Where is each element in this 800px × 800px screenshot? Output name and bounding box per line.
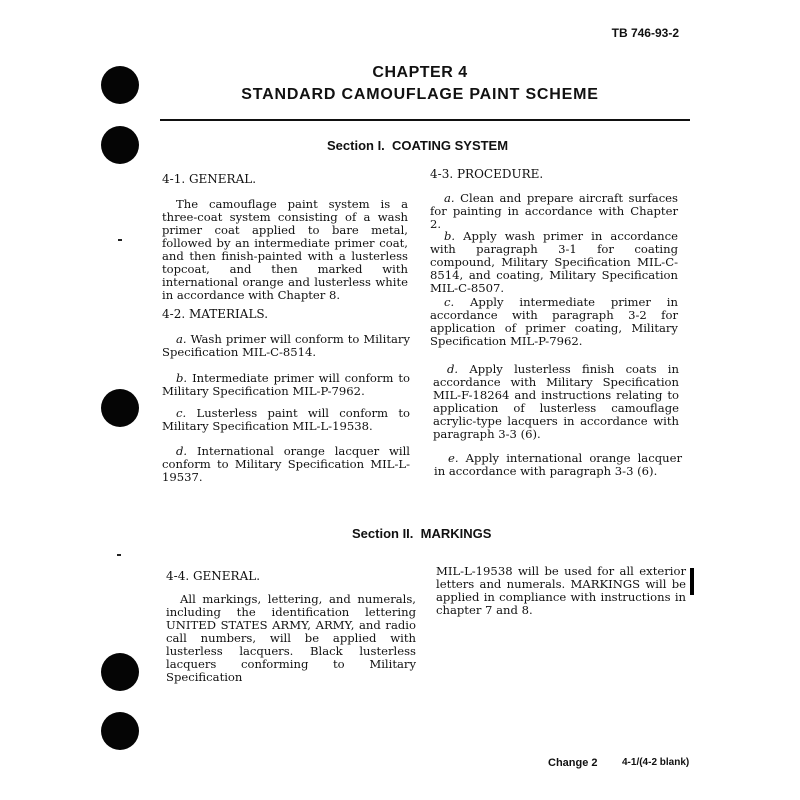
punch-hole xyxy=(101,389,139,427)
item-letter: d. xyxy=(447,362,459,376)
item-letter: b. xyxy=(176,371,188,385)
paragraph-4-3-heading: 4-3. PROCEDURE. xyxy=(430,167,544,181)
document-id: TB 746-93-2 xyxy=(611,26,679,40)
paragraph-4-1-body xyxy=(162,198,408,302)
paragraph-4-1-heading: 4-1. GENERAL. xyxy=(162,172,257,186)
item-text: Apply intermediate primer in accordance with paragraph 3-2 for application of primer coating, Military Specification MIL-P-7962. xyxy=(430,295,678,348)
punch-hole xyxy=(101,126,139,164)
scan-speck xyxy=(117,554,121,556)
paragraph-4-3-item-b xyxy=(430,230,678,295)
paragraph-4-4-left xyxy=(166,593,416,684)
item-letter: a. xyxy=(444,191,455,205)
chapter-number: CHAPTER 4 xyxy=(372,64,468,81)
paragraph-4-2-item-b xyxy=(162,372,410,398)
item-text: Apply lusterless finish coats in accordance with Military Specification MIL-F-18264 and instructions relating to application of lusterless camouflage acrylic-type lacquers in accordance with paragraph 3-3 (6). xyxy=(433,362,679,441)
section-2-title: Section II. MARKINGS xyxy=(352,526,492,541)
item-text: International orange lacquer will conform to Military Specification MIL-L-19537. xyxy=(162,444,410,484)
paragraph-4-1-text: The camouflage paint system is a three-coat system consisting of a wash primer coat applied to bare metal, followed by an intermediate primer coat, and then finish-painted with a lusterless topcoat, and then marked with international orange and lusterless white in accordance with Chapter 8. xyxy=(162,197,408,302)
punch-hole xyxy=(101,66,139,104)
paragraph-4-2-heading: 4-2. MATERIALS. xyxy=(162,307,269,321)
chapter-title: STANDARD CAMOUFLAGE PAINT SCHEME xyxy=(241,86,599,103)
paragraph-4-3-item-c xyxy=(430,296,678,348)
paragraph-4-4-right-text: MIL-L-19538 will be used for all exterior letters and numerals. MARKINGS will be applied in compliance with instructions in chapter 7 and 8. xyxy=(436,564,686,617)
header-rule xyxy=(160,119,690,121)
paragraph-4-4-heading: 4-4. GENERAL. xyxy=(166,569,261,583)
item-text: Intermediate primer will conform to Military Specification MIL-P-7962. xyxy=(162,371,410,398)
item-letter: b. xyxy=(444,229,456,243)
paragraph-4-2-item-d xyxy=(162,445,410,484)
page-number: 4-1/(4-2 blank) xyxy=(622,757,690,768)
item-text: Lusterless paint will conform to Military Specification MIL-L-19538. xyxy=(162,406,410,433)
paragraph-4-4-left-text: All markings, lettering, and numerals, including the identification lettering UNITED STATES ARMY, ARMY, and radio call numbers, will be applied with lusterless lacquers. Black lusterless lacquers conforming to Military Specification xyxy=(166,592,416,684)
paragraph-4-2-item-c xyxy=(162,407,410,433)
item-text: Apply international orange lacquer in accordance with paragraph 3-3 (6). xyxy=(434,451,682,478)
change-bar xyxy=(690,568,694,595)
section-1-title: Section I. COATING SYSTEM xyxy=(327,138,509,153)
paragraph-4-4-right xyxy=(436,565,686,617)
item-text: Apply wash primer in accordance with paragraph 3-1 for coating compound, Military Specification MIL-C-8514, and coating, Military Specification MIL-C-8507. xyxy=(430,229,678,295)
scan-speck xyxy=(118,239,122,241)
item-text: Clean and prepare aircraft surfaces for painting in accordance with Chapter 2. xyxy=(430,191,678,231)
punch-hole xyxy=(101,712,139,750)
change-notice: Change 2 xyxy=(548,757,598,769)
paragraph-4-3-item-d xyxy=(433,363,679,441)
punch-hole xyxy=(101,653,139,691)
paragraph-4-3-item-a xyxy=(430,192,678,231)
paragraph-4-3-item-e xyxy=(434,452,682,478)
item-letter: c. xyxy=(176,406,187,420)
item-text: Wash primer will conform to Military Specification MIL-C-8514. xyxy=(162,332,410,359)
paragraph-4-2-item-a xyxy=(162,333,410,359)
item-letter: e. xyxy=(448,451,459,465)
item-letter: d. xyxy=(176,444,188,458)
item-letter: c. xyxy=(444,295,455,309)
item-letter: a. xyxy=(176,332,187,346)
